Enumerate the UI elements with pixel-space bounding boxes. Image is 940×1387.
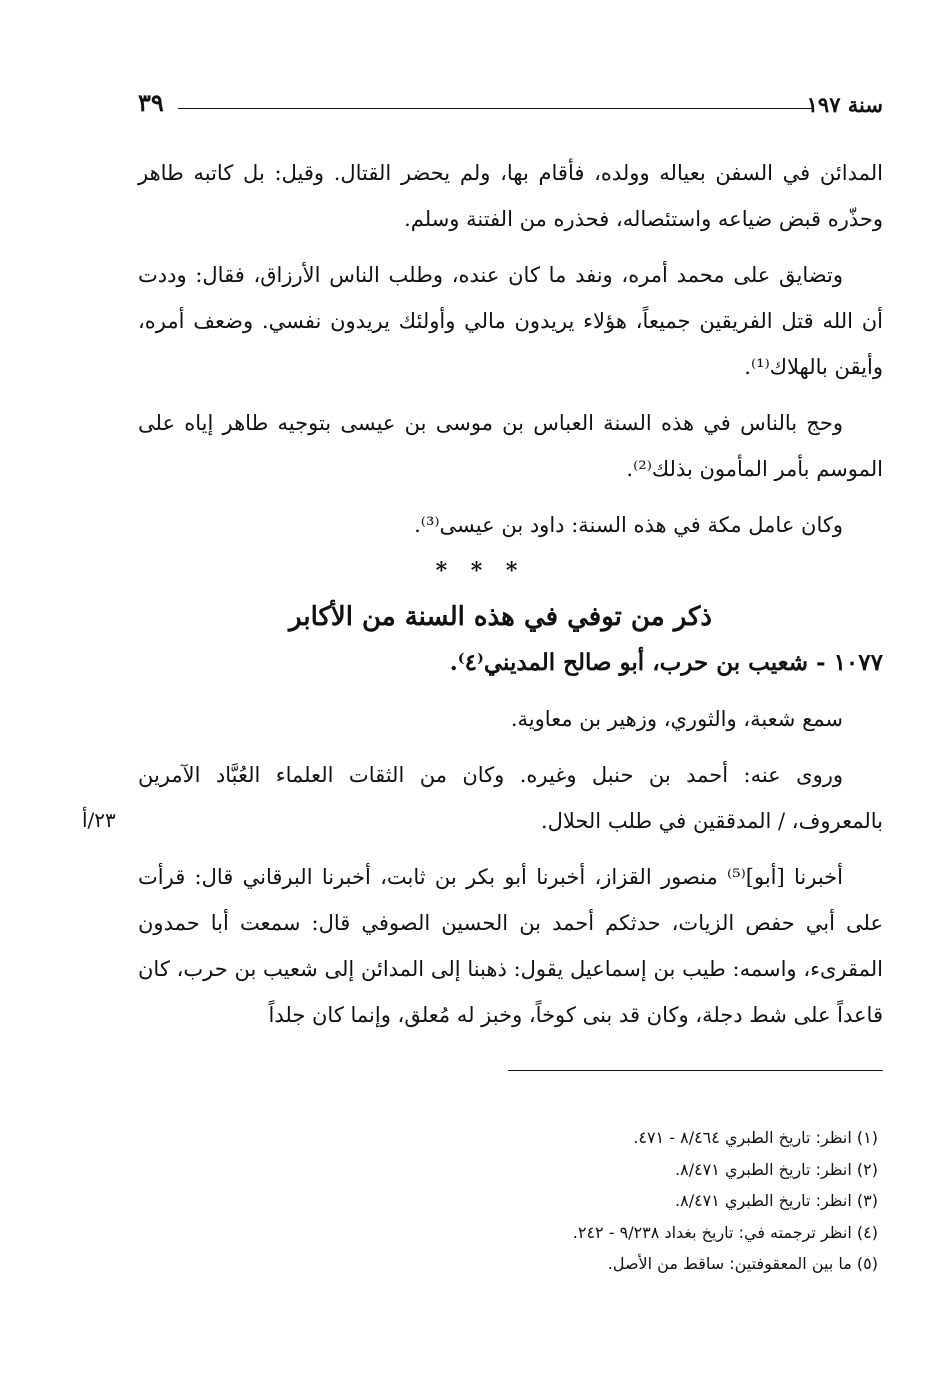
paragraph: أخبرنا [أبو]⁽⁵⁾ منصور القزاز، أخبرنا أبو بكر بن ثابت، أخبرنا البرقاني قال: قرأت على أبي حفص الزيات، حدثكم أحمد بن الحسين الصوفي قال: سمعت أبا حمدون المقرىء، واسمه: طيب بن إسماعيل يقول: ذهبنا إلى المدائن إلى شعيب بن حرب، كان قاعداً على شط دجلة، وكان قد بنى كوخاً، وخبز له مُعلق، وإنما كان جلداً <box>138 865 883 1027</box>
paragraph: وروى عنه: أحمد بن حنبل وغيره. وكان من الثقات العلماء العُبَّاد الآمرين بالمعروف، / المدققين في طلب الحلال. <box>138 763 883 833</box>
paragraph: سمع شعبة، والثوري، وزهير بن معاوية. <box>510 707 843 731</box>
paragraph: وكان عامل مكة في هذه السنة: داود بن عيسى⁽³⁾. <box>414 513 843 537</box>
footnote-rule <box>508 1070 883 1071</box>
running-header-year: سنة ١٩٧ <box>806 92 883 117</box>
main-text <box>138 150 883 1038</box>
manuscript-folio-note: ٢٣/أ <box>82 808 116 832</box>
paragraph: المدائن في السفن بعياله وولده، فأقام بها، ولم يحضر القتال. وقيل: بل كاتبه طاهر وحذّره قبض ضياعه واستئصاله، فحذره من الفتنة وسلم. <box>138 161 883 231</box>
paragraph: وحج بالناس في هذه السنة العباس بن موسى بن عيسى بتوجيه طاهر إياه على الموسم بأمر المأمون بذلك⁽²⁾. <box>138 411 883 481</box>
footnote: (٣) انظر: تاريخ الطبري ٨/٤٧١. <box>675 1191 878 1210</box>
header-rule <box>178 108 813 109</box>
page-number: ٣٩ <box>138 88 164 117</box>
footnote: (١) انظر: تاريخ الطبري ٨/٤٦٤ - ٤٧١. <box>633 1128 878 1147</box>
footnotes <box>360 1122 878 1280</box>
section-heading: ذكر من توفي في هذه السنة من الأكابر <box>288 602 712 632</box>
footnote: (٤) انظر ترجمته في: تاريخ بغداد ٩/٢٣٨ - ٢٤٢. <box>572 1222 878 1242</box>
running-header <box>138 88 883 128</box>
section-separator: * * * <box>435 558 526 584</box>
paragraph: وتضايق على محمد أمره، ونفد ما كان عنده، وطلب الناس الأرزاق، فقال: وددت أن الله قتل الفريقين جميعاً، هؤلاء يريدون مالي وأولئك يريدون نفسي. وضعف أمره، وأيقن بالهلاك⁽¹⁾. <box>138 263 883 379</box>
entry-title: ١٠٧٧ - شعيب بن حرب، أبو صالح المديني⁽٤⁾. <box>449 649 883 676</box>
footnote: (٢) انظر: تاريخ الطبري ٨/٤٧١. <box>675 1159 878 1179</box>
footnote: (٥) ما بين المعقوفتين: ساقط من الأصل. <box>607 1254 878 1273</box>
